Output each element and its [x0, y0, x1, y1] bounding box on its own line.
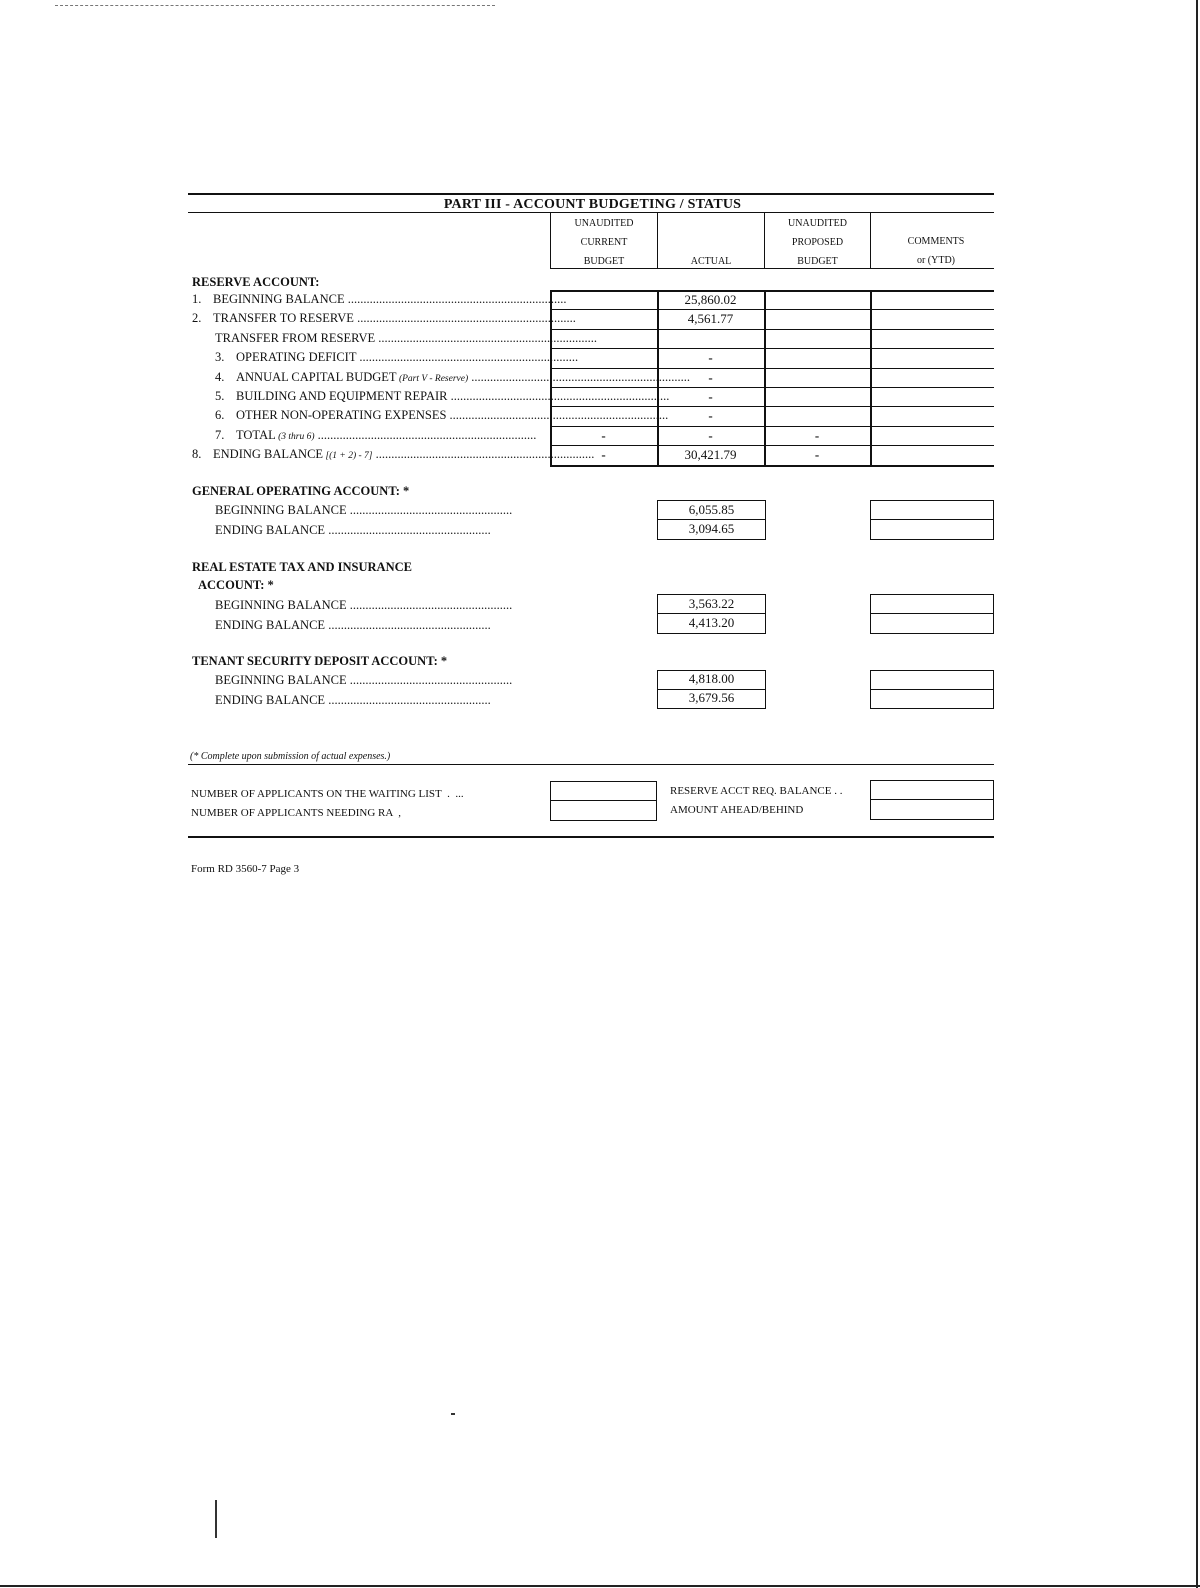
reserve-grid-hline — [550, 329, 994, 330]
bottom-rule — [188, 836, 994, 838]
reserve-row-number: 5. — [215, 389, 225, 403]
reserve-cell-proposed: - — [814, 428, 820, 443]
tenant-ending-value: 3,679.56 — [688, 690, 735, 705]
col-header-actual: ACTUAL — [690, 256, 732, 267]
general-comments-box[interactable] — [870, 500, 994, 540]
title-top-rule — [188, 193, 994, 195]
reserve-cell-actual: 4,561.77 — [687, 311, 734, 326]
scan-right-edge — [1196, 0, 1198, 1588]
general-actual-divider — [657, 519, 766, 520]
reserve-row-label — [192, 311, 576, 326]
reserve-row-text: BEGINNING BALANCE — [213, 292, 345, 306]
reserve-cell-actual: - — [708, 408, 713, 423]
tenant-ending-label: ENDING BALANCE .................................................... — [215, 693, 491, 707]
reserve-grid-hline — [550, 426, 994, 427]
reserve-row-subtext: (3 thru 6) — [275, 432, 315, 442]
real-estate-beginning-value: 3,563.22 — [688, 596, 735, 611]
reserve-row-number: 6. — [215, 408, 225, 422]
reserve-row-text: OPERATING DEFICIT — [236, 350, 357, 364]
reserve-cell-actual: 25,860.02 — [684, 292, 737, 307]
reserve-row-text: ENDING BALANCE — [213, 447, 324, 461]
real-estate-heading-line2: ACCOUNT: * — [198, 578, 274, 592]
general-comments-divider — [870, 519, 994, 520]
reserve-cell-proposed: - — [814, 447, 820, 462]
applicants-input-box[interactable] — [550, 781, 657, 821]
reserve-account-heading: RESERVE ACCOUNT: — [192, 275, 320, 289]
reserve-row-leader: ...................................................................... — [314, 428, 537, 442]
reserve-grid-vline — [870, 290, 872, 465]
reserve-row-leader: ...................................................................... — [375, 331, 598, 345]
header-underline — [550, 268, 994, 269]
scan-bottom-edge — [0, 1585, 1200, 1587]
applicants-box-divider — [550, 800, 657, 801]
reserve-grid-hline — [550, 445, 994, 446]
note-rule — [188, 764, 994, 765]
reserve-grid-hline — [550, 368, 994, 369]
reserve-req-input-box[interactable] — [870, 780, 994, 820]
reserve-cell-actual: - — [708, 389, 713, 404]
reserve-grid-hline — [550, 387, 994, 388]
real-estate-ending-value: 4,413.20 — [688, 615, 735, 630]
general-ending-label: ENDING BALANCE .................................................... — [215, 523, 491, 537]
reserve-row-leader: ...................................................................... — [344, 292, 567, 306]
reserve-grid-hline — [550, 309, 994, 310]
tenant-comments-divider — [870, 689, 994, 690]
col-header-current-budget: UNAUDITED CURRENT BUDGET — [574, 218, 634, 267]
reserve-row-text: ANNUAL CAPITAL BUDGET — [236, 370, 397, 384]
general-ending-value: 3,094.65 — [688, 521, 735, 536]
reserve-cell-actual: - — [708, 350, 713, 365]
real-estate-comments-divider — [870, 613, 994, 614]
title-bottom-rule — [188, 212, 994, 213]
general-beginning-label: BEGINNING BALANCE .................................................... — [215, 503, 513, 517]
tenant-security-heading: TENANT SECURITY DEPOSIT ACCOUNT: * — [192, 654, 448, 668]
reserve-row-label — [215, 350, 579, 365]
general-beginning-value: 6,055.85 — [688, 502, 735, 517]
reserve-grid-hline — [550, 406, 994, 407]
real-estate-beginning-label: BEGINNING BALANCE .................................................... — [215, 598, 513, 612]
reserve-row-text: OTHER NON-OPERATING EXPENSES — [236, 408, 447, 422]
reserve-req-balance-label: RESERVE ACCT REQ. BALANCE . . — [670, 785, 843, 797]
reserve-row-label — [215, 408, 669, 423]
real-estate-comments-box[interactable] — [870, 594, 994, 634]
reserve-cell-actual: - — [708, 428, 713, 443]
reserve-row-label — [215, 331, 598, 346]
reserve-row-number: 2. — [192, 311, 202, 325]
reserve-row-text: TOTAL — [236, 428, 276, 442]
reserve-row-label — [215, 389, 670, 404]
reserve-row-text: TRANSFER TO RESERVE — [213, 311, 354, 325]
reserve-row-leader: ...................................................................... — [447, 389, 670, 403]
reserve-row-number: 8. — [192, 447, 202, 461]
reserve-row-number: 1. — [192, 292, 202, 306]
reserve-cell-actual: - — [708, 370, 713, 385]
real-estate-heading-line1: REAL ESTATE TAX AND INSURANCE — [192, 560, 412, 574]
reserve-row-label — [192, 292, 567, 307]
scan-speck — [451, 1413, 455, 1415]
needing-ra-label: NUMBER OF APPLICANTS NEEDING RA , — [191, 807, 401, 819]
completion-note: (* Complete upon submission of actual expenses.) — [190, 751, 391, 762]
real-estate-actual-divider — [657, 613, 766, 614]
reserve-grid-hline — [550, 348, 994, 349]
reserve-row-text: BUILDING AND EQUIPMENT REPAIR — [236, 389, 448, 403]
real-estate-ending-label: ENDING BALANCE .................................................... — [215, 618, 491, 632]
reserve-row-label — [215, 428, 548, 443]
col-header-proposed-budget: UNAUDITED PROPOSED BUDGET — [788, 218, 847, 267]
reserve-row-leader: ...................................................................... — [356, 350, 579, 364]
reserve-cell-actual: 30,421.79 — [684, 447, 737, 462]
reserve-row-leader: ...................................................................... — [372, 447, 595, 461]
reserve-row-subtext: [(1 + 2) - 7] — [323, 451, 373, 461]
reserve-row-label — [215, 370, 691, 385]
scan-artifact-top — [55, 5, 495, 7]
waiting-list-label: NUMBER OF APPLICANTS ON THE WAITING LIST . ... — [191, 788, 464, 800]
reserve-row-label — [192, 447, 595, 462]
reserve-grid-hline — [550, 465, 994, 467]
reserve-cell-budget: - — [601, 428, 606, 443]
form-footer: Form RD 3560-7 Page 3 — [191, 863, 300, 875]
reserve-cell-budget: - — [601, 447, 606, 462]
part-title: PART III - ACCOUNT BUDGETING / STATUS — [443, 197, 742, 212]
general-operating-heading: GENERAL OPERATING ACCOUNT: * — [192, 484, 410, 498]
reserve-row-leader: ...................................................................... — [468, 370, 691, 384]
reserve-row-subtext: (Part V - Reserve) — [396, 374, 469, 384]
reserve-req-box-divider — [870, 799, 994, 800]
reserve-row-number: 4. — [215, 370, 225, 384]
amount-ahead-behind-label: AMOUNT AHEAD/BEHIND — [670, 804, 804, 816]
tenant-beginning-label: BEGINNING BALANCE .................................................... — [215, 673, 513, 687]
reserve-grid-hline — [550, 290, 994, 292]
reserve-row-text: TRANSFER FROM RESERVE — [215, 331, 376, 345]
reserve-row-leader: ...................................................................... — [353, 311, 576, 325]
reserve-row-number: 3. — [215, 350, 225, 364]
scan-mark — [215, 1500, 217, 1538]
col-header-comments: COMMENTS or (YTD) — [907, 236, 965, 266]
tenant-beginning-value: 4,818.00 — [688, 671, 735, 686]
reserve-row-number: 7. — [215, 428, 225, 442]
reserve-row-leader: ...................................................................... — [446, 408, 669, 422]
